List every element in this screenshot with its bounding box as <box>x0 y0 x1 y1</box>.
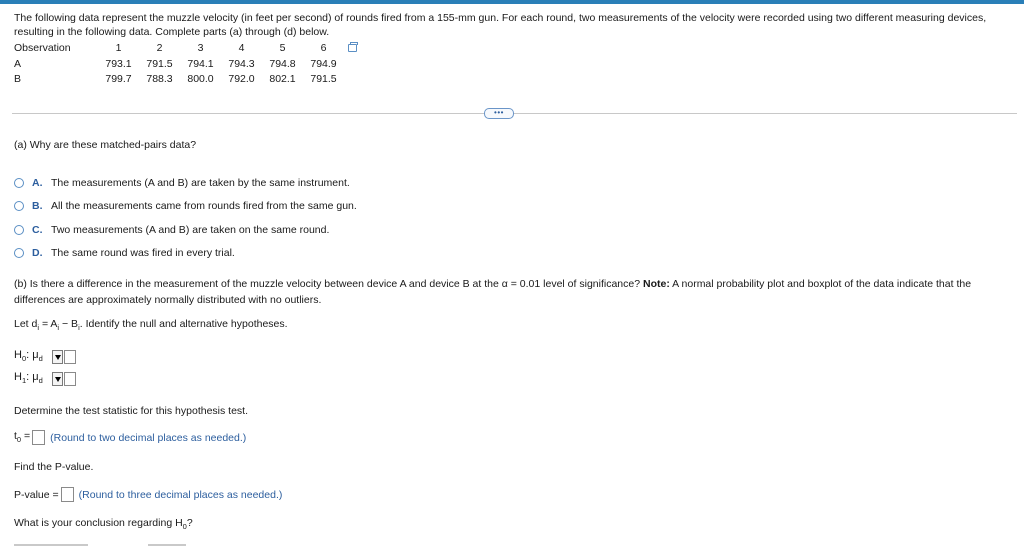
option-b[interactable] <box>14 195 357 219</box>
h1-label <box>14 371 52 385</box>
table-cell: 794.8 <box>269 57 296 70</box>
conclusion-text: ? <box>186 517 193 529</box>
option-d[interactable] <box>14 242 357 266</box>
option-text: The measurements (A and B) are taken by the same instrument. <box>51 176 350 189</box>
option-text: The same round was fired in every trial. <box>51 247 235 260</box>
h0-value-input[interactable] <box>64 350 76 364</box>
subscript: 0 <box>16 435 22 445</box>
conclusion-text: What is your conclusion regarding H <box>14 517 183 529</box>
part-a-options <box>14 171 357 265</box>
let-text: = A <box>39 318 58 330</box>
col-header: 3 <box>197 42 204 54</box>
let-text: − B <box>59 318 79 330</box>
col-header: 4 <box>238 42 245 54</box>
table-row <box>14 72 370 88</box>
conclusion-prompt <box>14 517 193 531</box>
subscript: 0 <box>182 522 187 532</box>
subscript: 0 <box>21 354 27 364</box>
row-label: A <box>14 57 22 70</box>
option-letter: D. <box>32 247 43 260</box>
table-cell: 794.3 <box>228 57 255 70</box>
t0-hint: (Round to two decimal places as needed.) <box>50 431 247 444</box>
option-letter: C. <box>32 223 43 236</box>
table-cell: 794.1 <box>187 57 214 70</box>
part-b-question <box>14 277 1014 308</box>
test-stat-prompt: Determine the test statistic for this hypothesis test. <box>14 405 249 417</box>
col-header: 1 <box>115 42 122 54</box>
let-text: . Identify the null and alternative hypotheses. <box>79 318 288 330</box>
h0-operator-dropdown[interactable] <box>52 350 63 364</box>
observation-header: Observation <box>14 42 71 54</box>
subscript: d <box>38 376 43 386</box>
h0-label <box>14 349 52 363</box>
part-b-text: (b) Is there a difference in the measurement of the muzzle velocity between device A and device B at the <box>14 278 499 290</box>
table-header-row <box>14 41 370 57</box>
radio-button[interactable] <box>14 178 24 188</box>
option-edge <box>14 544 88 546</box>
top-accent-bar <box>0 0 1024 4</box>
subscript: d <box>38 354 43 364</box>
part-a-question: (a) Why are these matched-pairs data? <box>14 139 197 151</box>
mu-symbol: : μ <box>26 371 39 384</box>
h1-value-input[interactable] <box>64 372 76 386</box>
radio-button[interactable] <box>14 248 24 258</box>
pvalue-input[interactable] <box>61 487 74 502</box>
h1-operator-dropdown[interactable] <box>52 372 63 386</box>
alt-hypothesis-row <box>14 370 76 387</box>
pvalue-label: P-value = <box>14 488 59 501</box>
expand-more-button[interactable]: ••• <box>484 108 514 119</box>
option-edge <box>148 544 186 546</box>
table-cell: 794.9 <box>310 57 337 70</box>
copy-icon <box>348 44 357 52</box>
option-text: Two measurements (A and B) are taken on the same round. <box>51 223 330 236</box>
subscript: i <box>78 323 80 333</box>
equals: = <box>21 430 31 443</box>
null-hypothesis-row <box>14 348 76 365</box>
radio-button[interactable] <box>14 201 24 211</box>
table-cell: 792.0 <box>228 73 255 85</box>
pvalue-row <box>14 487 282 502</box>
data-table <box>14 41 370 88</box>
pvalue-hint: (Round to three decimal places as needed.) <box>78 488 283 501</box>
subscript: 1 <box>21 376 27 386</box>
subscript: i <box>57 323 60 333</box>
let-text: Let d <box>14 318 38 330</box>
part-b-text-mid: level of significance? <box>543 278 641 290</box>
table-cell: 802.1 <box>269 73 296 85</box>
t0-row <box>14 430 246 445</box>
table-cell: 800.0 <box>187 73 214 85</box>
row-label: B <box>14 73 22 85</box>
h-letter: H <box>14 371 22 384</box>
t0-input[interactable] <box>32 430 45 445</box>
copy-data-button[interactable] <box>344 41 370 57</box>
radio-button[interactable] <box>14 225 24 235</box>
h-letter: H <box>14 349 22 362</box>
col-header: 5 <box>279 42 286 54</box>
note-label: Note: <box>642 278 670 290</box>
subscript: i <box>37 323 40 333</box>
problem-intro: The following data represent the muzzle velocity (in feet per second) of rounds fired from a 155-mm gun. For each round, two measurements of the velocity were recorded using two different measuring devices, resulting in the following data. Complete parts (a) through (d) below. <box>14 12 987 38</box>
option-a[interactable] <box>14 171 357 195</box>
let-definition <box>14 318 288 332</box>
table-row <box>14 57 370 73</box>
table-cell: 791.5 <box>146 57 173 70</box>
t0-label <box>14 430 30 444</box>
option-letter: A. <box>32 176 43 189</box>
option-text: All the measurements came from rounds fired from the same gun. <box>51 200 357 213</box>
table-cell: 788.3 <box>146 73 173 85</box>
col-header: 6 <box>320 42 327 54</box>
t-letter: t <box>14 430 17 443</box>
section-divider <box>12 113 1017 114</box>
col-header: 2 <box>156 42 163 54</box>
table-cell: 791.5 <box>310 73 337 85</box>
option-c[interactable] <box>14 218 357 242</box>
note-text: A normal probability plot and boxplot of the data indicate that the differences are approximately normally distributed with no outliers. <box>14 278 972 306</box>
pvalue-prompt: Find the P-value. <box>14 461 94 473</box>
table-cell: 799.7 <box>105 73 132 85</box>
mu-symbol: : μ <box>26 349 39 362</box>
alpha-value: α = 0.01 <box>501 278 541 290</box>
table-cell: 793.1 <box>105 57 132 70</box>
option-letter: B. <box>32 200 43 213</box>
